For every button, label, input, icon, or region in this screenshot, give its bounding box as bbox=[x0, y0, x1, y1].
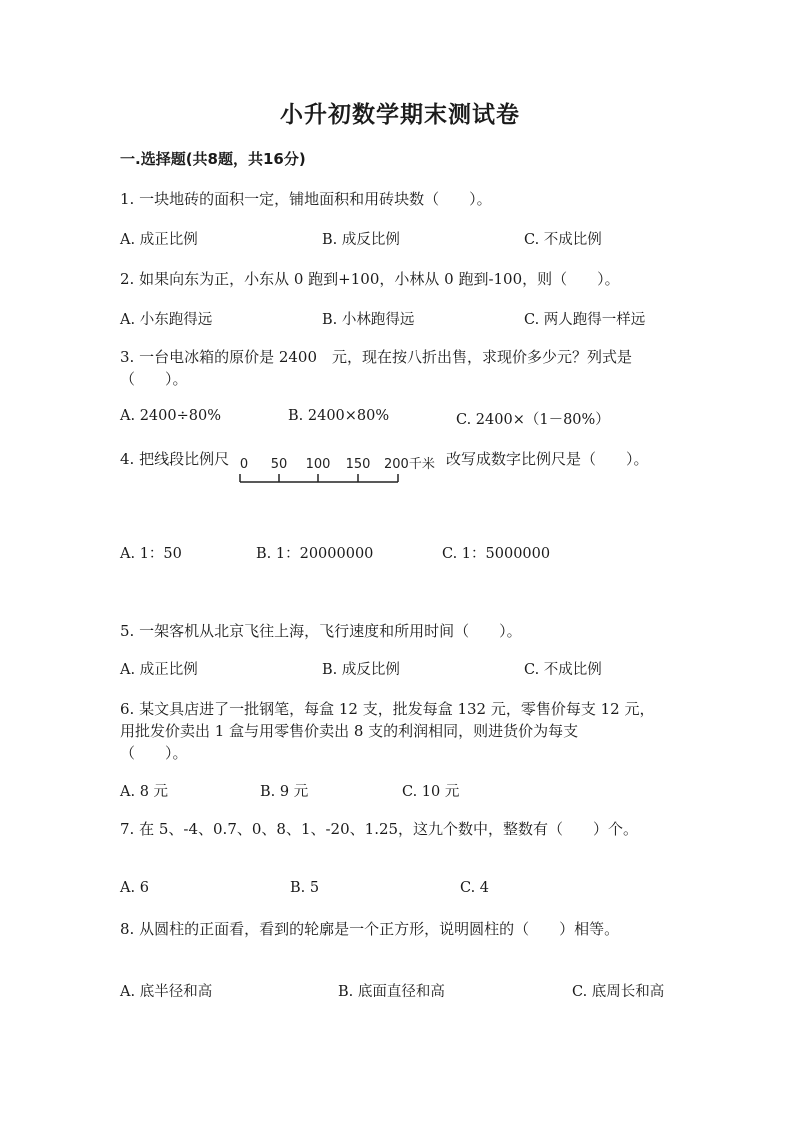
question-4-option-c: C. 1：5000000 bbox=[442, 546, 551, 562]
scale-label-150: 150 bbox=[345, 457, 371, 472]
question-3-stem-line-1: 3. 一台电冰箱的原价是 2400 元，现在按八折出售，求现价多少元？列式是 bbox=[120, 348, 633, 366]
question-1-stem: 1. 一块地砖的面积一定，铺地面积和用砖块数（ ）。 bbox=[120, 190, 492, 208]
page-title: 小升初数学期末测试卷 bbox=[280, 102, 520, 128]
question-2-option-b: B. 小林跑得远 bbox=[322, 312, 415, 328]
scale-label-0: 0 bbox=[239, 457, 249, 472]
question-8-option-b: B. 底面直径和高 bbox=[338, 984, 445, 1000]
question-4-stem-before: 4. 把线段比例尺 bbox=[120, 450, 230, 468]
question-4-stem-after: 改写成数字比例尺是（ ）。 bbox=[446, 450, 649, 468]
question-2-stem: 2. 如果向东为正，小东从 0 跑到+100，小林从 0 跑到-100，则（ ）。 bbox=[120, 270, 620, 288]
question-1-option-b: B. 成反比例 bbox=[322, 232, 400, 248]
question-6-option-a: A. 8 元 bbox=[120, 784, 169, 800]
question-5-stem: 5. 一架客机从北京飞往上海，飞行速度和所用时间（ ）。 bbox=[120, 622, 522, 640]
question-6-stem-line-1: 6. 某文具店进了一批钢笔，每盒 12 支，批发每盒 132 元，零售价每支 12 元， bbox=[120, 700, 655, 718]
question-8-option-a: A. 底半径和高 bbox=[120, 984, 213, 1000]
question-1-option-c: C. 不成比例 bbox=[524, 232, 602, 248]
question-7-option-b: B. 5 bbox=[290, 880, 320, 896]
question-2-option-a: A. 小东跑得远 bbox=[120, 312, 213, 328]
question-3-option-b: B. 2400×80% bbox=[288, 408, 390, 424]
section-heading: 一.选择题(共8题，共16分) bbox=[120, 150, 306, 168]
scale-bar bbox=[236, 452, 448, 492]
scale-label-100: 100 bbox=[305, 457, 331, 472]
question-8-option-c: C. 底周长和高 bbox=[572, 984, 665, 1000]
question-6-stem-line-2: 用批发价卖出 1 盒与用零售价卖出 8 支的利润相同，则进货价为每支 bbox=[120, 722, 579, 740]
question-3-option-a: A. 2400÷80% bbox=[120, 408, 221, 424]
question-7-option-c: C. 4 bbox=[460, 880, 490, 896]
scale-label-50: 50 bbox=[270, 457, 288, 472]
question-6-option-b: B. 9 元 bbox=[260, 784, 309, 800]
scale-label-200: 200千米 bbox=[384, 457, 435, 472]
question-1-option-a: A. 成正比例 bbox=[120, 232, 198, 248]
question-4-option-b: B. 1：20000000 bbox=[256, 546, 374, 562]
question-6-option-c: C. 10 元 bbox=[402, 784, 460, 800]
question-5-option-b: B. 成反比例 bbox=[322, 662, 400, 678]
question-5-option-c: C. 不成比例 bbox=[524, 662, 602, 678]
question-7-option-a: A. 6 bbox=[120, 880, 149, 896]
question-4-option-a: A. 1：50 bbox=[120, 546, 182, 562]
question-2-option-c: C. 两人跑得一样远 bbox=[524, 312, 646, 328]
question-8-stem: 8. 从圆柱的正面看，看到的轮廓是一个正方形，说明圆柱的（ ）相等。 bbox=[120, 920, 620, 938]
question-5-option-a: A. 成正比例 bbox=[120, 662, 198, 678]
question-3-stem-line-2: （ ）。 bbox=[120, 370, 188, 388]
question-7-stem: 7. 在 5、-4、0.7、0、8、1、-20、1.25，这九个数中，整数有（ ）个。 bbox=[120, 820, 639, 838]
question-3-option-c: C. 2400×（1－80%） bbox=[456, 412, 610, 428]
question-6-stem-line-3: （ ）。 bbox=[120, 744, 188, 762]
